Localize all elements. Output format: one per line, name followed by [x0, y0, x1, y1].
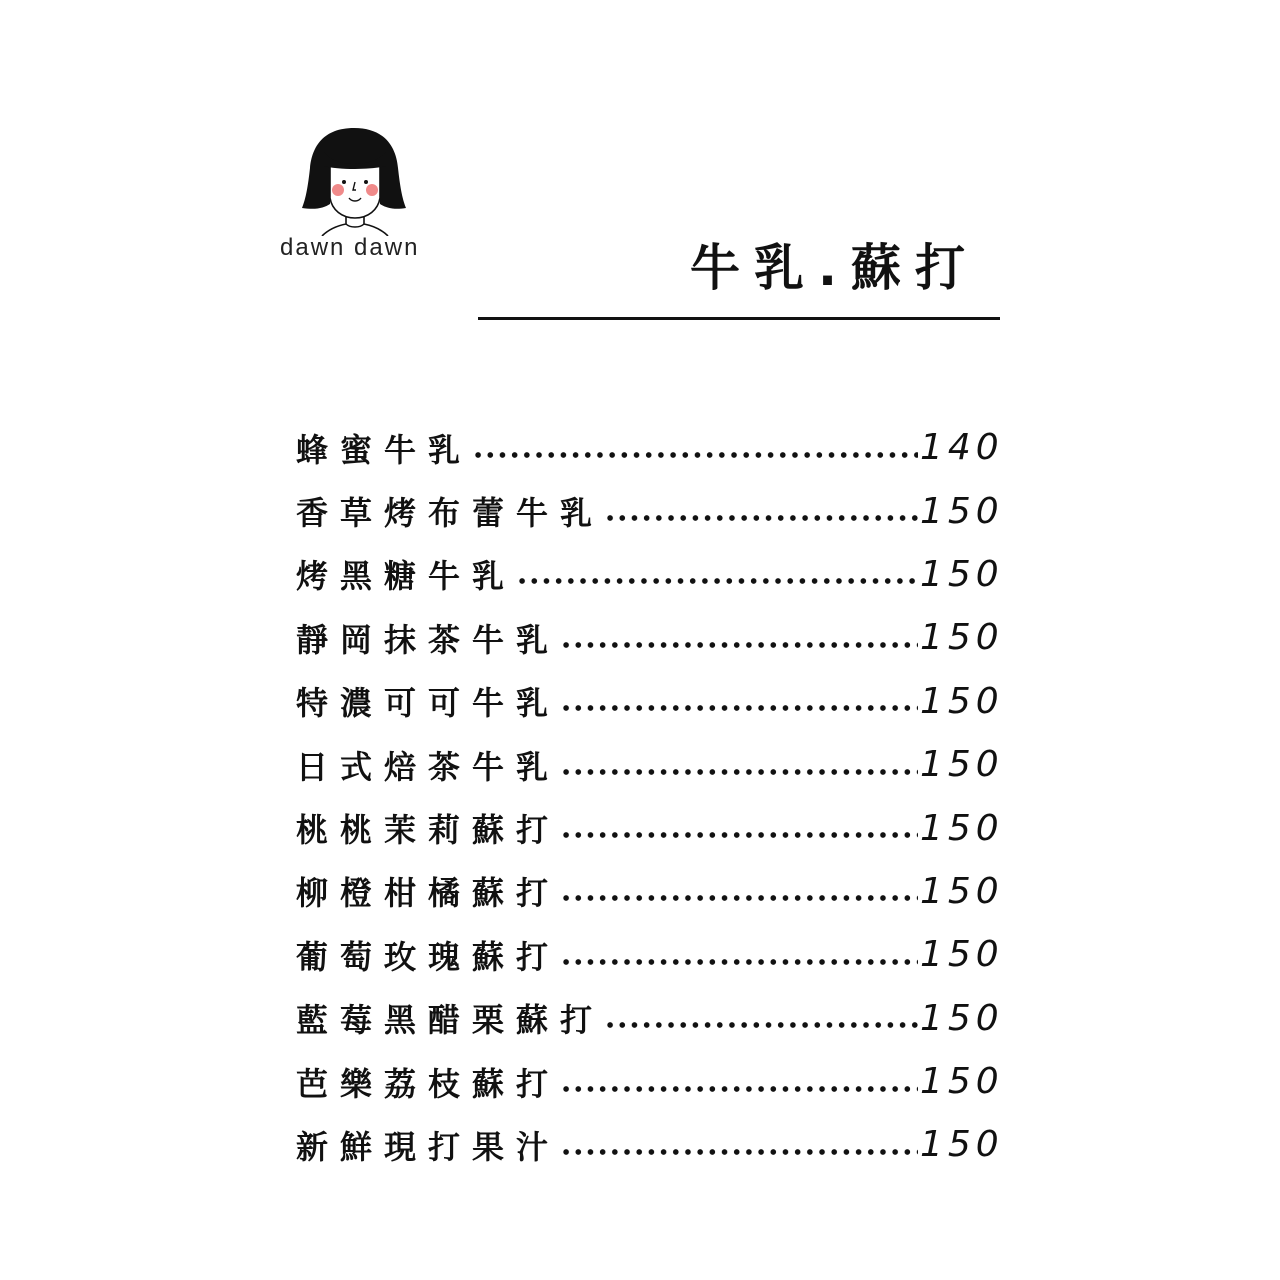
menu-item-price: 150 [920, 934, 1004, 976]
dotted-leader [560, 959, 918, 965]
menu-item-name: 日式焙茶牛乳 [296, 747, 561, 786]
menu-item [286, 479, 1006, 542]
menu-item-name: 葡萄玫瑰蘇打 [296, 937, 561, 976]
dotted-leader [604, 515, 918, 521]
menu-item-name: 特濃可可牛乳 [296, 684, 561, 723]
dotted-leader [560, 705, 918, 711]
dotted-leader [560, 642, 918, 648]
menu-item-price: 150 [920, 490, 1004, 532]
menu-item [286, 670, 1006, 733]
menu-item-name: 蜂蜜牛乳 [296, 430, 473, 469]
brand-logo [270, 124, 440, 274]
menu-item [286, 1113, 1006, 1176]
menu-item-price: 150 [920, 617, 1004, 659]
menu-item [286, 796, 1006, 859]
menu-item-price: 150 [920, 997, 1004, 1039]
dotted-leader [604, 1022, 918, 1028]
menu-item-name: 芭樂荔枝蘇打 [296, 1064, 561, 1103]
menu-item [286, 987, 1006, 1050]
dotted-leader [560, 1149, 918, 1155]
menu-item [286, 416, 1006, 479]
menu-item [286, 1050, 1006, 1113]
dotted-leader [560, 895, 918, 901]
dotted-leader [560, 769, 918, 775]
dotted-leader [516, 578, 918, 584]
menu-item-price: 150 [920, 744, 1004, 786]
menu-item-price: 150 [920, 1061, 1004, 1103]
menu-item-name: 桃桃茉莉蘇打 [296, 811, 561, 850]
menu-item [286, 733, 1006, 796]
menu-item-price: 140 [920, 427, 1004, 469]
menu-item-name: 烤黑糖牛乳 [296, 557, 517, 596]
dotted-leader [560, 832, 918, 838]
title-divider [478, 317, 1000, 320]
menu-item [286, 860, 1006, 923]
menu-item-name: 香草烤布蕾牛乳 [296, 494, 605, 533]
menu-item [286, 923, 1006, 986]
brand-name: dawn dawn [280, 234, 420, 261]
menu-item-price: 150 [920, 1124, 1004, 1166]
menu-list [286, 416, 1006, 1177]
page-title: 牛乳.蘇打 [690, 239, 979, 297]
girl-face-logo-icon [294, 124, 414, 236]
menu-item-name: 新鮮現打果汁 [296, 1127, 561, 1166]
menu-item [286, 543, 1006, 606]
menu-item-name: 靜岡抹茶牛乳 [296, 620, 561, 659]
dotted-leader [472, 452, 918, 458]
menu-item-price: 150 [920, 870, 1004, 912]
menu-item-price: 150 [920, 680, 1004, 722]
menu-item [286, 606, 1006, 669]
menu-item-name: 柳橙柑橘蘇打 [296, 874, 561, 913]
dotted-leader [560, 1086, 918, 1092]
menu-item-price: 150 [920, 807, 1004, 849]
menu-item-name: 藍莓黑醋栗蘇打 [296, 1001, 605, 1040]
menu-item-price: 150 [920, 553, 1004, 595]
